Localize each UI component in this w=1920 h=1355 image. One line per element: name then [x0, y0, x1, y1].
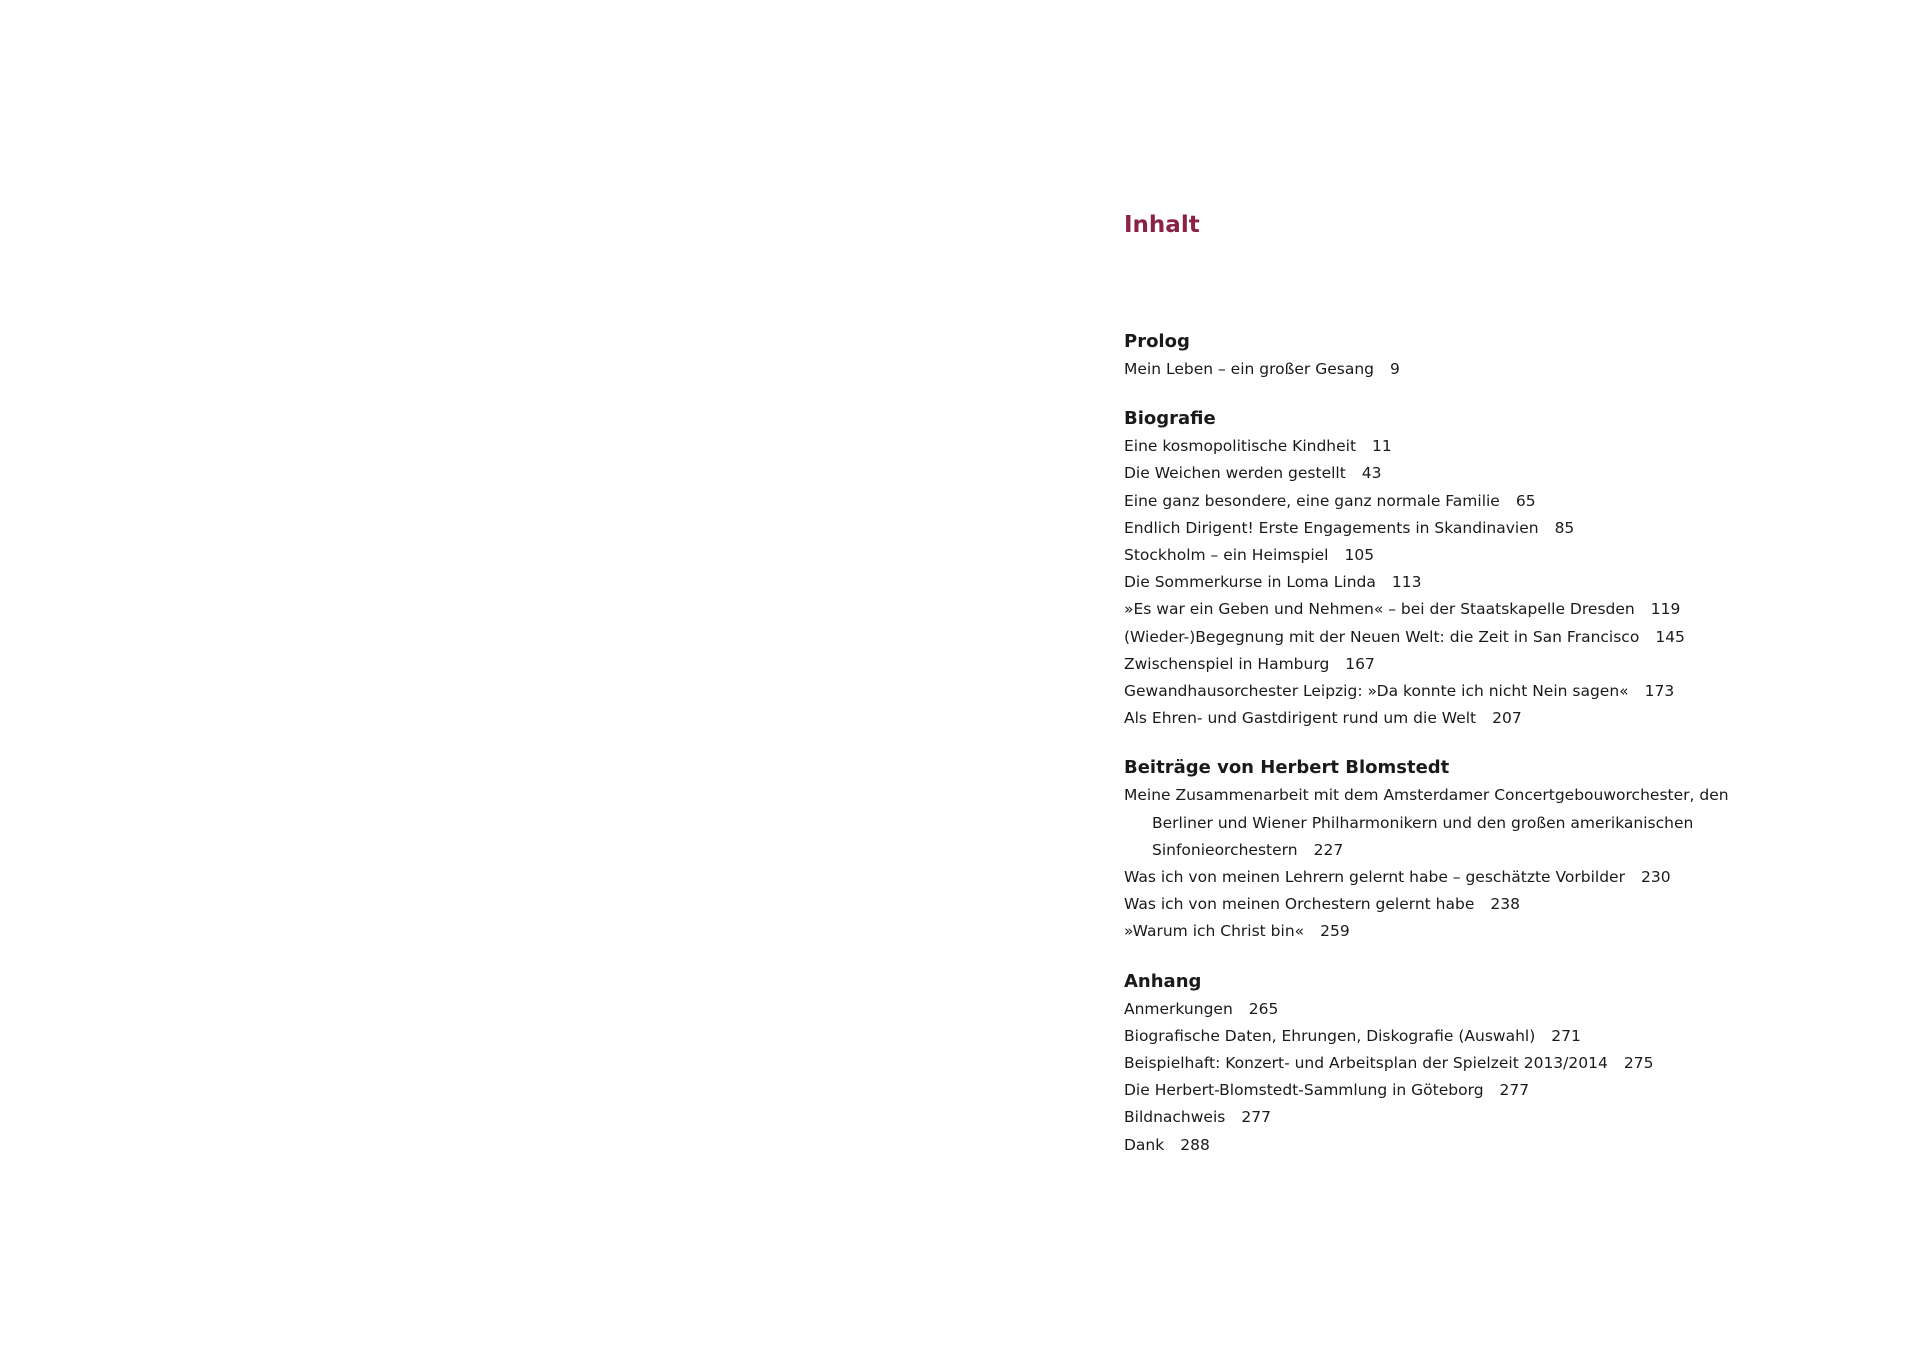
entry-page-number: 238	[1490, 895, 1520, 914]
entry-page-number: 265	[1248, 999, 1279, 1018]
toc-entry	[1124, 651, 1884, 678]
entry-page-number: 119	[1650, 600, 1681, 619]
entry-title: »Warum ich Christ bin«	[1124, 922, 1305, 941]
toc-entry	[1124, 1104, 1884, 1131]
entry-title: Eine ganz besondere, eine ganz normale Familie	[1124, 491, 1500, 510]
toc-entry	[1124, 996, 1884, 1023]
entry-page-number: 277	[1499, 1081, 1530, 1100]
toc-entry	[1124, 460, 1884, 487]
section-heading: Anhang	[1124, 970, 1202, 992]
entry-page-number: 9	[1390, 360, 1400, 378]
toc-entry	[1124, 596, 1884, 623]
entry-title: Endlich Dirigent! Erste Engagements in Skandinavien	[1124, 518, 1539, 537]
toc-entry	[1124, 542, 1884, 569]
toc-entry	[1124, 891, 1884, 918]
entry-page-number: 259	[1320, 922, 1350, 941]
toc-section-prolog	[1124, 328, 1884, 383]
toc-entry	[1124, 1023, 1884, 1050]
toc-entry	[1124, 918, 1884, 945]
page-title: Inhalt	[1124, 212, 1200, 238]
entry-page-number: 43	[1361, 464, 1382, 483]
toc-entry	[1124, 1132, 1884, 1159]
entry-title: Stockholm – ein Heimspiel	[1124, 546, 1329, 565]
toc-entry	[1124, 488, 1884, 515]
toc-entry	[1124, 1077, 1884, 1104]
entry-title: Eine kosmopolitische Kindheit	[1124, 437, 1357, 456]
entry-page-number: 227	[1313, 840, 1344, 859]
toc-section-beitraege	[1124, 754, 1884, 945]
section-heading: Prolog	[1124, 331, 1190, 352]
entry-page-number: 230	[1640, 868, 1671, 887]
entry-title: Die Sommerkurse in Loma Linda	[1124, 573, 1376, 592]
entry-title: Bildnachweis	[1124, 1108, 1226, 1127]
entry-title: Was ich von meinen Lehrern gelernt habe – geschätzte Vorbilder	[1124, 868, 1625, 887]
toc-entry	[1124, 624, 1884, 651]
entry-page-number: 145	[1655, 627, 1685, 646]
toc-entry	[1124, 569, 1884, 596]
entry-title: Anmerkungen	[1124, 999, 1233, 1018]
toc-entry	[1124, 705, 1884, 732]
entry-title: Mein Leben – ein großer Gesang	[1124, 360, 1374, 378]
entry-title: Zwischenspiel in Hamburg	[1124, 654, 1330, 673]
entry-page-number: 167	[1345, 654, 1375, 673]
entry-title: Dank	[1124, 1135, 1165, 1154]
table-of-contents	[1124, 210, 1884, 1181]
entry-page-number: 173	[1644, 682, 1675, 701]
entry-page-number: 207	[1492, 709, 1522, 728]
entry-page-number: 113	[1391, 573, 1422, 592]
entry-title: Als Ehren- und Gastdirigent rund um die Welt	[1124, 709, 1477, 728]
entry-title: Die Weichen werden gestellt	[1124, 464, 1346, 483]
entry-page-number: 11	[1372, 437, 1392, 456]
section-heading: Beiträge von Herbert Blomstedt	[1124, 757, 1450, 779]
toc-entry	[1124, 356, 1884, 383]
toc-entry	[1124, 433, 1884, 460]
entry-title: (Wieder-)Begegnung mit der Neuen Welt: die Zeit in San Francisco	[1124, 627, 1640, 646]
entry-title: Gewandhausorchester Leipzig: »Da konnte ich nicht Nein sagen«	[1124, 682, 1629, 701]
entry-page-number: 65	[1515, 491, 1536, 510]
entry-title: Was ich von meinen Orchestern gelernt habe	[1124, 895, 1475, 914]
toc-entry	[1124, 515, 1884, 542]
toc-entry	[1124, 1050, 1884, 1077]
entry-page-number: 85	[1554, 518, 1575, 537]
toc-entry	[1124, 678, 1884, 705]
entry-page-number: 277	[1241, 1108, 1271, 1127]
entry-page-number: 271	[1551, 1026, 1581, 1045]
entry-page-number: 288	[1180, 1135, 1210, 1154]
entry-page-number: 275	[1623, 1054, 1654, 1073]
toc-section-anhang	[1124, 968, 1884, 1159]
section-heading: Biografie	[1124, 408, 1216, 430]
entry-title: Beispielhaft: Konzert- und Arbeitsplan der Spielzeit 2013/2014	[1124, 1054, 1608, 1073]
toc-entry	[1124, 782, 1782, 864]
entry-title: Die Herbert-Blomstedt-Sammlung in Göteborg	[1124, 1081, 1484, 1100]
toc-section-biografie	[1124, 405, 1884, 732]
entry-page-number: 105	[1344, 546, 1375, 565]
entry-title: Biografische Daten, Ehrungen, Diskografie (Auswahl)	[1124, 1026, 1536, 1045]
toc-entry	[1124, 864, 1884, 891]
entry-title: »Es war ein Geben und Nehmen« – bei der Staatskapelle Dresden	[1124, 600, 1635, 619]
entry-title: Meine Zusammenarbeit mit dem Amsterdamer Concertgebouworchester, den Berliner und Wiener Philharmonikern und den großen amerikanischen Sinfonieorchestern	[1124, 786, 1729, 859]
